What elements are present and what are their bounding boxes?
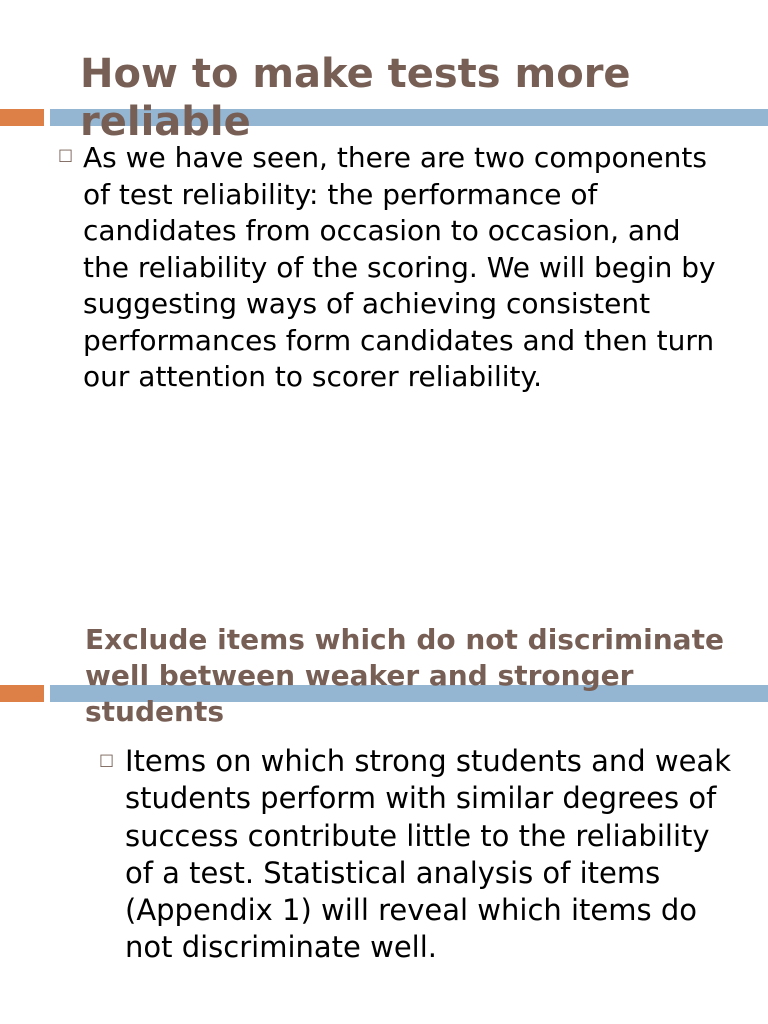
hollow-square-bullet-icon: □ xyxy=(99,750,115,769)
bullet-text: As we have seen, there are two components of test reliability: the performance of candidates from occasion to occasion, and the reliability of the scoring. We will begin by suggesting ways of achieving consistent performances form candidates and then turn our attention to scorer reliability. xyxy=(83,141,716,393)
slide-2-title: Exclude items which do not discriminate well between weaker and stronger students xyxy=(85,623,724,728)
list-item xyxy=(99,743,745,967)
title-accent-bar-orange xyxy=(0,109,44,126)
slide-1-title: How to make tests more reliable xyxy=(80,51,631,145)
list-item xyxy=(58,140,733,396)
bullet-text: Items on which strong students and weak students perform with similar degrees of success contribute little to the reliability of a test. Statistical analysis of items (Appendix 1) will reveal which items do not discriminate well. xyxy=(125,744,731,965)
title-accent-bar-orange xyxy=(0,685,44,702)
slide-2-bullet-list xyxy=(99,743,745,967)
hollow-square-bullet-icon: □ xyxy=(58,145,74,164)
slide-1-bullet-list xyxy=(58,140,733,396)
slide-2 xyxy=(0,512,768,1024)
